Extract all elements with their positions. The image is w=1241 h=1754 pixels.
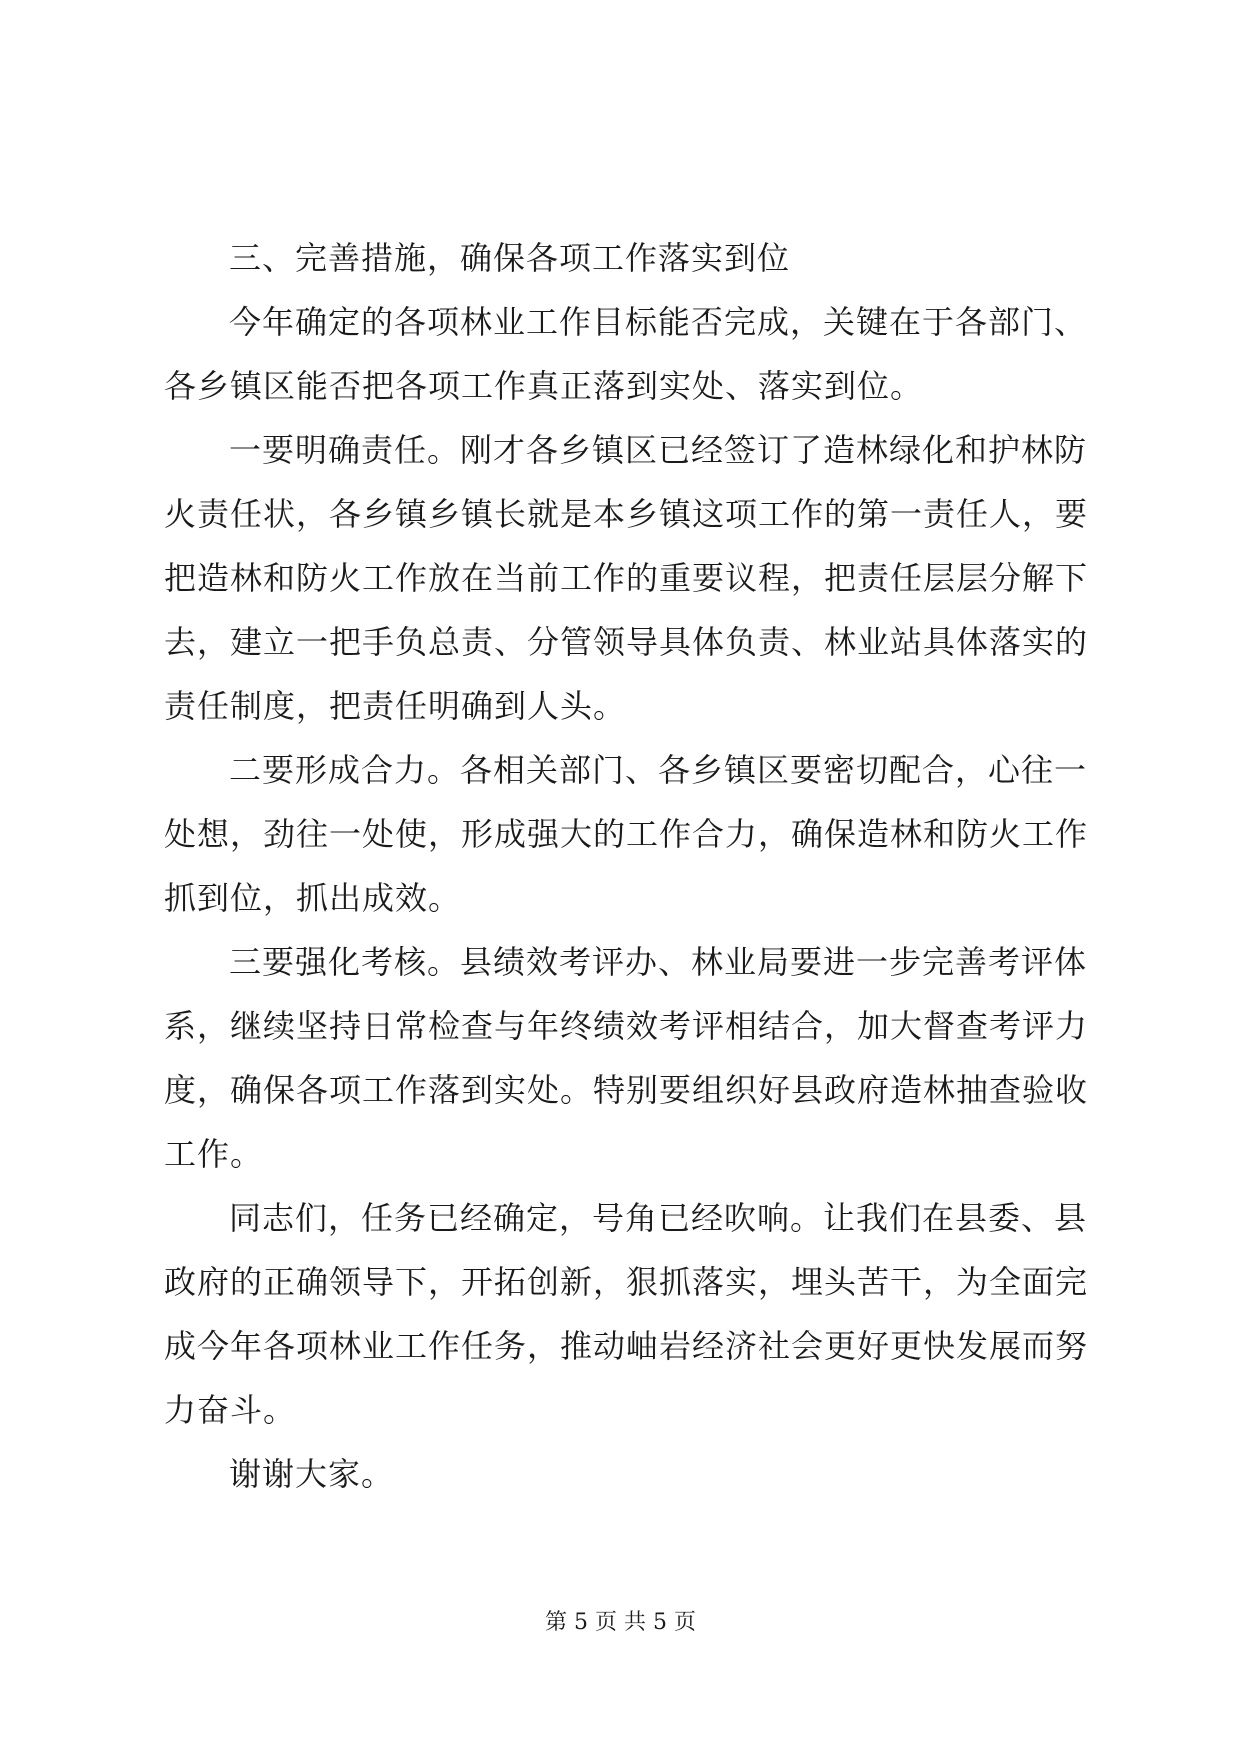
document-body [164, 226, 1089, 1506]
paragraph-line: 同志们，任务已经确定，号角已经吹响。让我们在县委、县 [229, 1199, 1088, 1237]
paragraph-line: 系，继续坚持日常检查与年终绩效考评相结合，加大督查考评力 [164, 1007, 1089, 1045]
paragraph-line: 力奋斗。 [164, 1391, 297, 1429]
paragraph-line: 去，建立一把手负总责、分管领导具体负责、林业站具体落实的 [164, 623, 1089, 661]
paragraph-line: 度，确保各项工作落到实处。特别要组织好县政府造林抽查验收 [164, 1071, 1089, 1109]
paragraph-line: 今年确定的各项林业工作目标能否完成，关键在于各部门、 [229, 303, 1088, 341]
paragraph-line: 把造林和防火工作放在当前工作的重要议程，把责任层层分解下 [164, 559, 1089, 597]
section-heading: 三、完善措施，确保各项工作落实到位 [229, 239, 791, 277]
paragraph-line: 责任制度，把责任明确到人头。 [164, 687, 627, 725]
page-number: 第 5 页 共 5 页 [545, 1610, 696, 1635]
paragraph-line: 政府的正确领导下，开拓创新，狠抓落实，埋头苦干，为全面完 [164, 1263, 1089, 1301]
paragraph-line: 抓到位，抓出成效。 [164, 879, 462, 917]
page-footer [0, 1608, 1241, 1638]
paragraph-line: 二要形成合力。各相关部门、各乡镇区要密切配合，心往一 [229, 751, 1088, 789]
closing-line: 谢谢大家。 [229, 1455, 395, 1493]
paragraph-line: 工作。 [164, 1135, 264, 1173]
paragraph-line: 一要明确责任。刚才各乡镇区已经签订了造林绿化和护林防 [229, 431, 1088, 469]
paragraph-line: 各乡镇区能否把各项工作真正落到实处、落实到位。 [164, 367, 924, 405]
paragraph-line: 处想，劲往一处使，形成强大的工作合力，确保造林和防火工作 [164, 815, 1089, 853]
paragraph-line: 火责任状，各乡镇乡镇长就是本乡镇这项工作的第一责任人，要 [164, 495, 1089, 533]
paragraph-line: 三要强化考核。县绩效考评办、林业局要进一步完善考评体 [229, 943, 1088, 981]
paragraph-line: 成今年各项林业工作任务，推动岫岩经济社会更好更快发展而努 [164, 1327, 1089, 1365]
